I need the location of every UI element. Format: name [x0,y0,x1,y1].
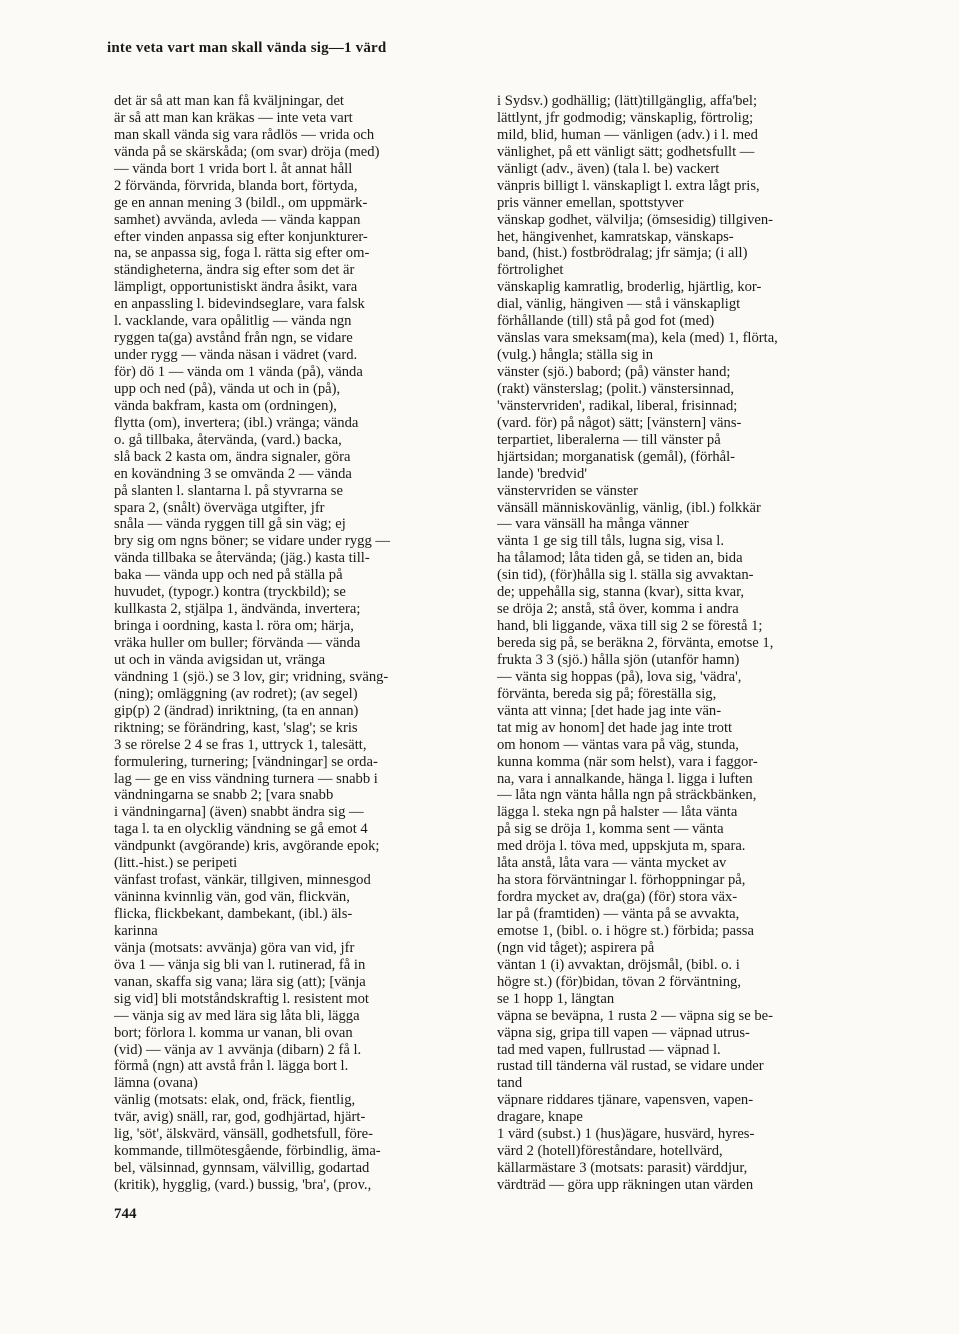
text-line: tand [497,1075,523,1092]
page-number: 744 [114,1206,137,1222]
text-line: na, se anpassa sig, foga l. rätta sig efter om- [114,245,370,262]
text-line: formulering, turnering; [vändningar] se orda- [114,753,378,770]
text-line: vänlighet, på ett vänligt sätt; godhetsfullt — [497,143,755,160]
text-line: väninna kvinnlig vän, god vän, flickvän, [114,889,350,906]
text-line: förmå (ngn) att avstå från l. lägga bort l. [114,1058,349,1075]
text-line: het, hängivenhet, kamratskap, vänskaps- [497,228,734,245]
text-line: rustad till tänderna väl rustad, se vidare under [497,1058,764,1075]
text-line: väpnare riddares tjänare, vapensven, vapen- [497,1092,754,1109]
text-line: fordra mycket av, dra(ga) (för) stora väx- [497,889,738,906]
text-line: frukta 3 3 (sjö.) hålla sjön (utanför hamn) [497,651,740,668]
text-line: förhållande (till) stå på god fot (med) [497,313,715,330]
text-line: i vändningarna] (även) snabbt ändra sig — [114,804,364,821]
text-line: vänta 1 ge sig till tåls, lugna sig, visa l. [497,533,724,550]
text-line: flytta (om), invertera; (ibl.) vränga; vända [114,414,359,431]
text-line: tat mig av honom] det hade jag inte trott [497,719,733,736]
text-line: kunna komma (när som helst), vara i faggor- [497,753,758,770]
text-line: (sin tid), (för)hålla sig l. ställa sig avvaktan- [497,567,754,584]
text-line: väpna se beväpna, 1 rusta 2 — väpna sig se be- [497,1007,773,1024]
text-line: slå back 2 kasta om, ändra signaler, göra [114,448,351,465]
text-line: värdträd — göra upp räkningen utan värden [497,1177,754,1193]
text-line: ut och in vända avigsidan ut, vränga [114,651,326,668]
text-line: pris vänner emellan, spottstyver [497,194,684,211]
text-line: väpna sig, gripa till vapen — väpnad utrus- [497,1024,750,1041]
text-line: lämna (ovana) [114,1075,198,1092]
text-line: man skall vända sig vara rådlös — vrida och [114,126,375,143]
text-line: kullkasta 2, stjälpa 1, ändvända, invertera; [114,601,361,618]
text-line: se dröja 2; anstå, stå över, komma i andra [497,601,739,618]
text-line: ständigheterna, ändra sig efter som det är [114,262,355,279]
text-line: vräka huller om buller; förvända — vända [114,635,361,651]
text-line: tvär, avig) snäll, rar, god, godhjärtad, hjärt- [114,1109,366,1126]
text-line: dragare, knape [497,1109,583,1126]
text-line: baka — vända upp och ned på ställa på [114,567,343,584]
text-line: vändningarna se snabb 2; [vara snabb [114,787,334,804]
text-line: om honom — väntas vara på väg, stunda, [497,736,739,753]
text-line: bry sig om ngns böner; se vidare under rygg — [114,533,391,550]
text-line: vänstervriden se vänster [497,482,639,499]
text-line: en anpassling l. bidevindseglare, vara falsk [114,296,365,313]
text-line: (vulg.) hångla; ställa sig in [497,347,654,364]
text-line: flicka, flickbekant, dambekant, (ibl.) äls- [114,906,353,922]
text-line: förtrolighet [497,262,564,279]
text-line: lar på (framtiden) — vänta på se avvakta, [497,906,740,922]
text-line: högre st.) (för)bidan, tövan 2 förväntning, [497,973,741,990]
text-line: (kritik), hygglig, (vard.) bussig, 'bra', (prov., [114,1177,372,1193]
running-head: inte veta vart man skall vända sig—1 värd [107,40,387,56]
text-line: 3 se rörelse 2 4 se fras 1, uttryck 1, talesätt, [114,736,367,753]
text-line: bringa i oordning, kasta l. röra om; härja, [114,618,354,635]
text-line: ha stora förväntningar l. förhoppningar på, [497,872,746,889]
text-line: snåla — vända ryggen till gå sin väg; ej [114,516,346,533]
text-line: vända tillbaka se återvända; (jäg.) kasta till- [114,550,370,567]
text-line: huvudet, (typogr.) kontra (tryckbild); se [114,584,346,601]
text-line: taga l. ta en olycklig vändning se gå emot 4 [114,821,368,838]
text-line: bereda sig på, se beräkna 2, förvänta, emotse 1, [497,635,774,651]
text-line: en kovändning 3 se omvända 2 — vända [114,465,352,482]
text-line: vänligt (adv., även) (tala l. be) vackert [497,160,720,177]
text-line: förvänta, bereda sig på; föreställa sig, [497,685,717,702]
text-line: lättlynt, jfr godmodig; vänskaplig, förtrolig; [497,109,754,126]
text-line: bort; förlora l. komma ur vanan, bli ovan [114,1024,353,1041]
text-line: kommande, tillmötesgående, förbindlig, äma- [114,1143,381,1160]
text-line: spara 2, (snålt) överväga utgifter, jfr [114,499,325,516]
text-line: lig, 'söt', älskvärd, vänsäll, godhetsfull, före- [114,1126,373,1143]
text-line: ge en annan mening 3 (bildl., om uppmärk- [114,194,368,211]
text-line: värd 2 (hotell)föreståndare, hotellvärd, [497,1143,723,1160]
text-line: bel, välsinnad, gynnsam, välvillig, godartad [114,1160,370,1177]
text-line: lag — ge en viss vändning turnera — snabb i [114,770,378,787]
text-line: öva 1 — vänja sig bli van l. rutinerad, få in [114,956,366,973]
text-line: vänsäll människovänlig, vänlig, (ibl.) folkkär [497,499,761,516]
text-line: vända bakfram, kasta om (ordningen), [114,397,337,414]
text-line: band, (hist.) fostbrödralag; jfr sämja; (i all) [497,245,748,262]
text-line: ryggen ta(ga) avstånd från ngn, se vidare [114,330,353,347]
text-line: vänskap godhet, välvilja; (ömsesidig) tillgiven- [497,211,774,228]
text-line: väntan 1 (i) avvaktan, dröjsmål, (bibl. o. i [497,956,740,973]
text-line: källarmästare 3 (motsats: parasit) värddjur, [497,1160,748,1177]
text-line: låta anstå, låta vara — vänta mycket av [497,855,727,872]
text-line: vänja (motsats: avvänja) göra van vid, jfr [114,939,355,956]
text-line: sig vid] bli motståndskraftig l. resistent mot [114,990,369,1007]
text-line: på sig se dröja 1, komma sent — vänta [497,821,724,838]
text-line: lägga l. steka ngn på halster — låta vänta [497,804,738,821]
text-line: emotse 1, (bibl. o. i högre st.) förbida; passa [497,922,754,939]
text-line: är så att man kan kräkas — inte veta vart [114,109,353,126]
text-line: dial, vänlig, hängiven — stå i vänskapligt [497,296,741,313]
text-line: (ning); omläggning (av rodret); (av segel) [114,685,358,702]
text-line: (ngn vid tåget); aspirera på [497,939,655,956]
text-line: 1 värd (subst.) 1 (hus)ägare, husvärd, hyres- [497,1126,755,1143]
text-line: — vara vänsäll ha många vänner [497,516,689,533]
text-line: på slanten l. slantarna l. på styvrarna se [114,482,343,499]
text-line: vanan, skaffa sig vana; lära sig (att); [vänja [114,973,366,990]
text-line: efter vinden anpassa sig efter konjunkturer- [114,228,368,245]
text-line: upp och ned (på), vända ut och in (på), [114,380,341,397]
text-line: 'vänstervriden', radikal, liberal, frisinnad; [497,397,738,414]
text-line: ha tålamod; låta tiden gå, se tiden an, bida [497,550,743,567]
text-line: tad med vapen, fullrustad — väpnad l. [497,1041,721,1058]
text-line: vänlig (motsats: elak, ond, fräck, fientlig, [114,1092,356,1109]
text-line: hand, bli liggande, växa till sig 2 se förestå 1; [497,618,763,635]
text-line: l. vacklande, vara opålitlig — vända ngn [114,313,352,330]
text-line: under rygg — vända näsan i vädret (vard. [114,347,358,364]
text-line: vänfast trofast, vänkär, tillgiven, minnesgod [114,872,371,889]
text-line: 2 förvända, förvrida, blanda bort, förtyda, [114,177,358,194]
text-line: se 1 hopp 1, längtan [497,990,615,1007]
text-line: gip(p) 2 (ändrad) inriktning, (ta en annan) [114,702,359,719]
text-line: (litt.-hist.) se peripeti [114,855,238,872]
text-line: för) dö 1 — vända om 1 vända (på), vända [114,364,363,380]
left-column [114,93,466,1194]
text-line: (rakt) vänsterslag; (polit.) vänstersinnad, [497,380,735,397]
text-line: — vända bort 1 vrida bort l. åt annat håll [114,160,353,177]
text-line: — vänta sig hoppas (på), lova sig, 'vädra', [497,668,742,685]
text-line: karinna [114,922,158,939]
right-column [497,93,849,1194]
text-line: — låta ngn vänta hålla ngn på sträckbänken, [497,787,757,804]
text-line: na, vara i annalkande, hänga l. ligga i luften [497,770,753,787]
text-line: lämpligt, opportunistiskt ändra åsikt, vara [114,279,358,296]
text-line: samhet) avvända, avleda — vända kappan [114,211,361,228]
text-line: vända på se skärskåda; (om svar) dröja (med) [114,143,380,160]
text-line: mild, blid, human — vänligen (adv.) i l. med [497,126,758,143]
text-line: vänpris billigt l. vänskapligt l. extra lågt pris, [497,177,760,194]
text-line: det är så att man kan få kväljningar, det [114,93,344,109]
text-line: med dröja l. töva med, uppskjuta m, spara. [497,838,746,855]
text-line: — vänja sig av med lära sig låta bli, lägga [114,1007,360,1024]
text-line: vänster (sjö.) babord; (på) vänster hand; [497,364,731,380]
text-line: vändpunkt (avgörande) kris, avgörande epok; [114,838,380,855]
text-line: de; uppehålla sig, stanna (kvar), sitta kvar, [497,584,745,601]
text-line: terpartiet, liberalerna — till vänster på [497,431,721,448]
text-line: vändning 1 (sjö.) se 3 lov, gir; vridning, sväng- [114,668,389,685]
text-line: (vid) — vänja av 1 avvänja (dibarn) 2 få l. [114,1041,362,1058]
text-line: (vard. för) på något) sätt; [vänstern] väns- [497,414,742,431]
text-line: i Sydsv.) godhällig; (lätt)tillgänglig, affa'bel; [497,93,758,109]
text-line: hjärtsidan; morganatisk (gemål), (förhål- [497,448,736,465]
text-line: vänta att vinna; [det hade jag inte vän- [497,702,722,719]
text-line: riktning; se förändring, kast, 'slag'; se kris [114,719,358,736]
text-line: o. gå tillbaka, återvända, (vard.) backa, [114,431,342,448]
text-line: lande) 'bredvid' [497,465,587,482]
text-line: vänskaplig kamratlig, broderlig, hjärtlig, kor- [497,279,762,296]
text-line: vänslas vara smeksam(ma), kela (med) 1, flörta, [497,330,778,347]
